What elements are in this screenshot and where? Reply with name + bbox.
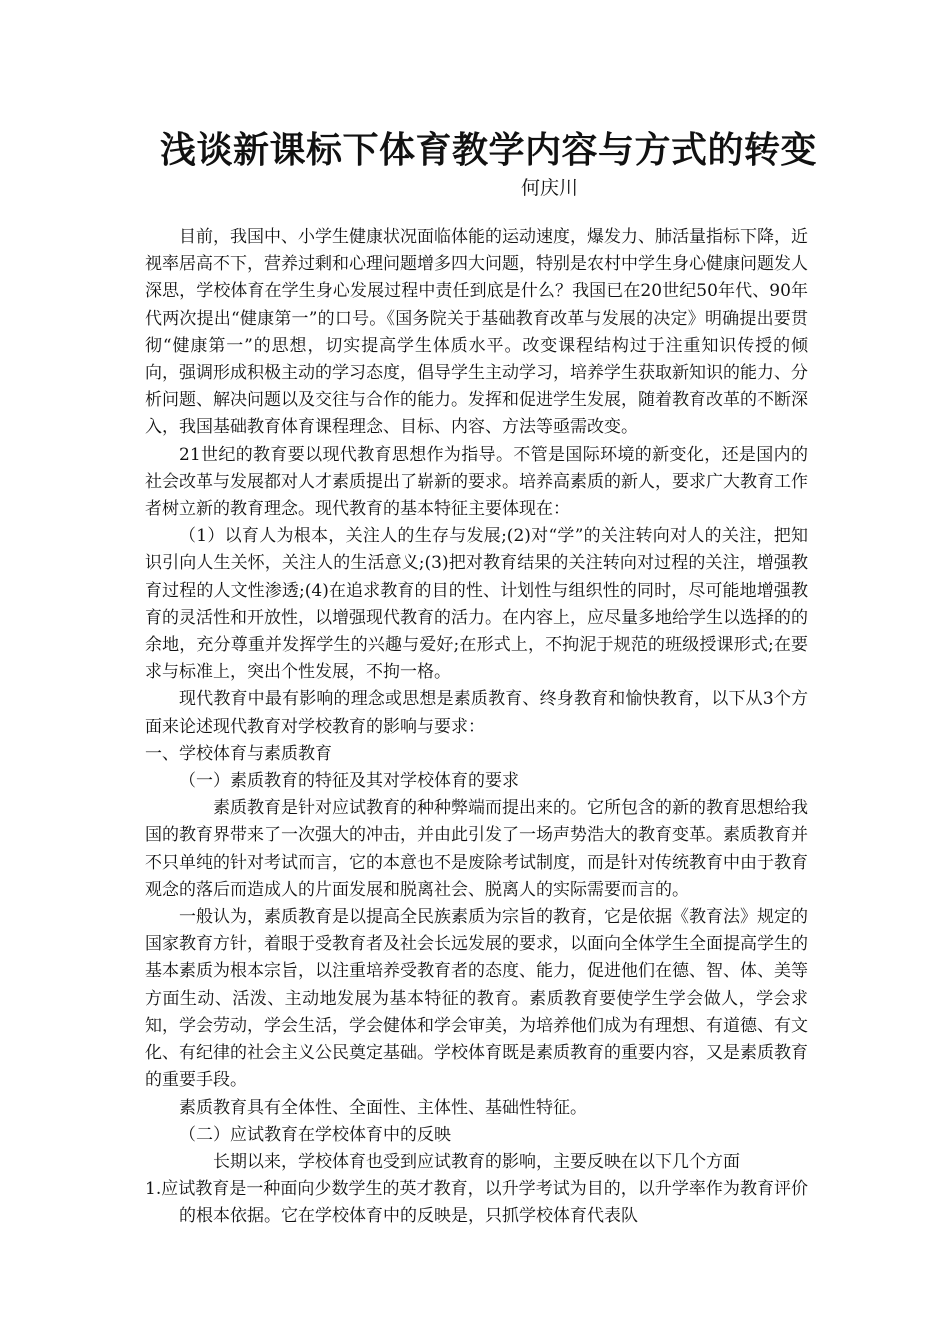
document-title: 浅谈新课标下体育教学内容与方式的转变 [160, 129, 818, 171]
paragraph-features-list: （1）以育人为根本，关注人的生存与发展;(2)对“学”的关注转向对人的关注，把知识引向人生关怀，关注人的生活意义;(3)把对教育结果的关注转向对过程的关注，增强教育过程的人文性渗透;(4)在追求教育的目的性、计划性与组织性的同时，尽可能地增强教育的灵活性和开放性，以增强现代教育的活力。在内容上，应尽量多地给学生以选择的的余地，充分尊重并发挥学生的兴趣与爱好;在形式上，不拘泥于规范的班级授课形式;在要求与标准上，突出个性发展，不拘一格。 [145, 526, 808, 683]
paragraph-long-term: 长期以来，学校体育也受到应试教育的影响，主要反映在以下几个方面 [213, 1151, 740, 1172]
section-heading-1: 一、学校体育与素质教育 [145, 743, 332, 764]
paragraph-intro: 目前，我国中、小学生健康状况面临体能的运动速度，爆发力、肺活量指标下降，近视率居高不下，营养过剩和心理问题增多四大问题，特别是农村中学生身心健康问题发人深思，学校体育在学生身心发展过程中责任到底是什么？我国已在20世纪50年代、90年代两次提出“健康第一”的口号。《国务院关于基础教育改革与发展的决定》明确提出要贯彻“健康第一”的思想，切实提高学生体质水平。改变课程结构过于注重知识传授的倾向，强调形成积极主动的学习态度，倡导学生主动学习，培养学生获取新知识的能力、分析问题、解决问题以及交往与合作的能力。发挥和促进学生发展，随着教育改革的不断深入，我国基础教育体育课程理念、目标、内容、方法等亟需改变。 [145, 227, 808, 438]
document-body [145, 224, 808, 1231]
paragraph-quality-features: 素质教育具有全体性、全面性、主体性、基础性特征。 [179, 1097, 587, 1118]
paragraph-21st-century: 21世纪的教育要以现代教育思想作为指导。不管是国际环境的新变化，还是国内的社会改革与发展都对人才素质提出了崭新的要求。培养高素质的新人，要求广大教育工作者树立新的教育理念。现代教育的基本特征主要体现在： [145, 444, 808, 520]
paragraph-modern-education: 现代教育中最有影响的理念或思想是素质教育、终身教育和愉快教育，以下从3个方面来论述现代教育对学校教育的影响与要求： [145, 689, 808, 737]
paragraph-quality-education: 素质教育是针对应试教育的种种弊端而提出来的。它所包含的新的教育思想给我国的教育界带来了一次强大的冲击，并由此引发了一场声势浩大的教育变革。素质教育并不只单纯的针对考试而言，它的本意也不是废除考试制度，而是针对传统教育中由于教育观念的落后而造成人的片面发展和脱离社会、脱离人的实际需要而言的。 [145, 798, 808, 900]
document-author: 何庆川 [521, 177, 579, 199]
paragraph-general-view: 一般认为，素质教育是以提高全民族素质为宗旨的教育，它是依据《教育法》规定的国家教育方针，着眼于受教育者及社会长远发展的要求，以面向全体学生全面提高学生的基本素质为根本宗旨，以注重培养受教育者的态度、能力，促进他们在德、智、体、美等方面生动、活泼、主动地发展为基本特征的教育。素质教育要使学生学会做人，学会求知，学会劳动，学会生活，学会健体和学会审美，为培养他们成为有理想、有道德、有文化、有纪律的社会主义公民奠定基础。学校体育既是素质教育的重要内容，又是素质教育的重要手段。 [145, 907, 808, 1091]
subsection-heading-2: （二）应试教育在学校体育中的反映 [179, 1124, 451, 1145]
list-item-1: 1.应试教育是一种面向少数学生的英才教育，以升学考试为目的，以升学率作为教育评价的根本依据。它在学校体育中的反映是，只抓学校体育代表队 [145, 1179, 808, 1227]
subsection-heading-1: （一）素质教育的特征及其对学校体育的要求 [179, 771, 519, 792]
